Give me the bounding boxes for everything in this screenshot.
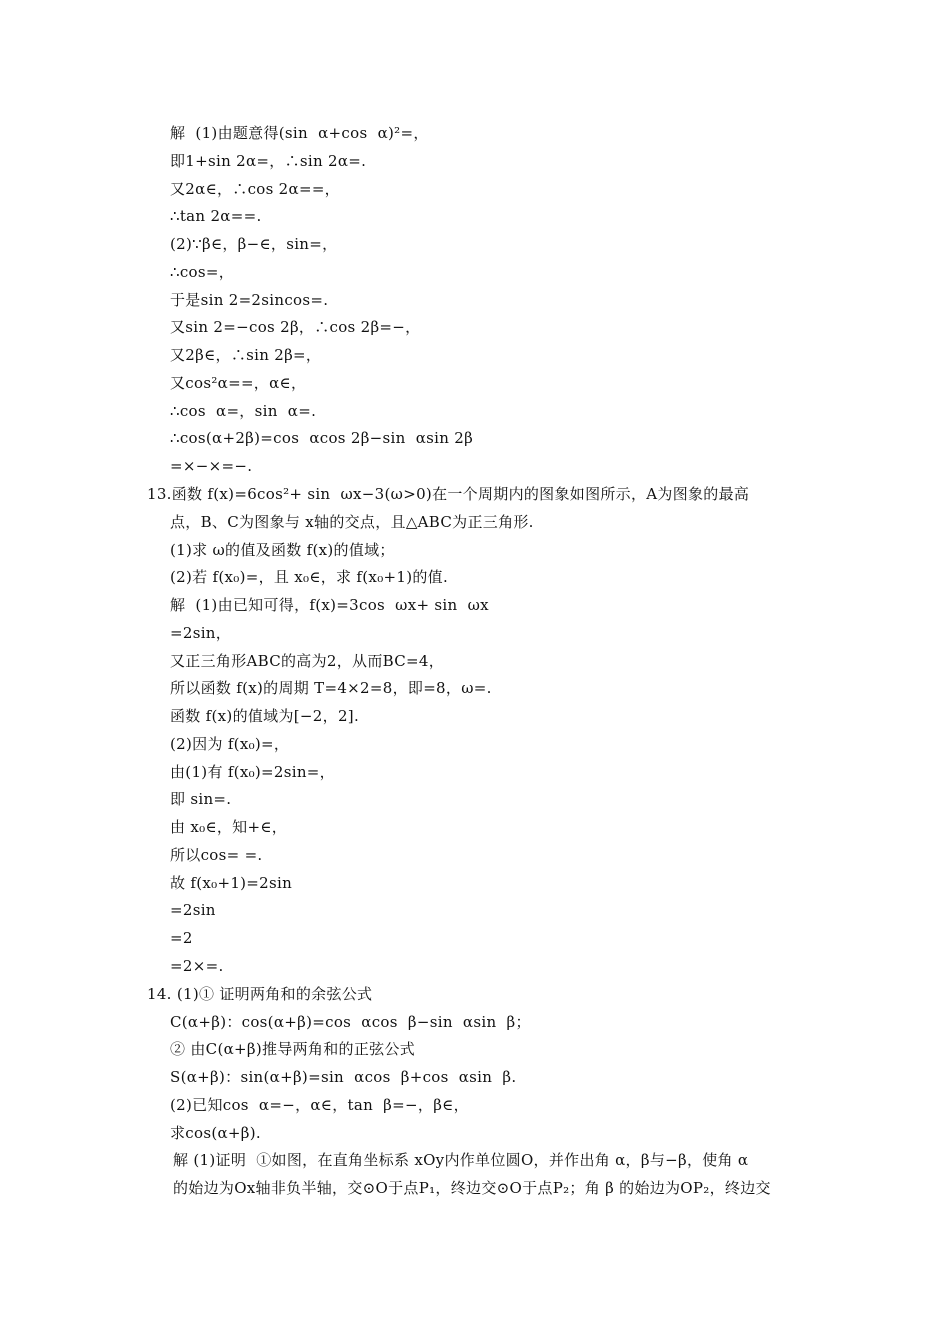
- text-line: 解 (1)由已知可得，f(x)=3cos ωx+ sin ωx: [170, 596, 489, 614]
- text-line: (2)因为 f(x₀)=，: [170, 735, 290, 753]
- text-line: =2: [170, 929, 193, 947]
- text-line: 于是sin 2=2sincos=.: [170, 291, 329, 309]
- text-line: 求cos(α+β).: [170, 1124, 261, 1142]
- text-line: 又sin 2=−cos 2β，∴cos 2β=−，: [170, 318, 421, 336]
- text-line: 点，B、C为图象与 x轴的交点，且△ABC为正三角形.: [170, 513, 534, 531]
- text-line: 又正三角形ABC的高为2，从而BC=4，: [170, 652, 445, 670]
- text-line: =2sin，: [170, 624, 232, 642]
- text-line: 所以函数 f(x)的周期 T=4×2=8，即=8，ω=.: [170, 679, 492, 697]
- text-line: (2)∵β∈，β−∈，sin=，: [170, 235, 338, 253]
- text-line: 即 sin=.: [170, 790, 232, 808]
- text-line: (1)求 ω的值及函数 f(x)的值域；: [170, 541, 395, 559]
- text-line: S(α+β)：sin(α+β)=sin αcos β+cos αsin β.: [170, 1068, 517, 1086]
- text-line: 由(1)有 f(x₀)=2sin=，: [170, 763, 335, 781]
- text-line: 又2α∈，∴cos 2α==，: [170, 180, 340, 198]
- text-line: 即1+sin 2α=，∴sin 2α=.: [170, 152, 367, 170]
- text-line: 所以cos= =.: [170, 846, 263, 864]
- text-line: =2sin: [170, 901, 216, 919]
- problem-13-statement: 13.函数 f(x)=6cos²+ sin ωx−3(ω>0)在一个周期内的图象如图所示，A为图象的最高: [147, 485, 750, 503]
- text-line: 解 (1)由题意得(sin α+cos α)²=，: [170, 124, 429, 142]
- text-line: =2×=.: [170, 957, 224, 975]
- text-line: 的始边为Ox轴非负半轴，交⊙O于点P₁，终边交⊙O于点P₂；角 β 的始边为OP₂，终边交: [173, 1179, 771, 1197]
- text-line: ② 由C(α+β)推导两角和的正弦公式: [170, 1040, 416, 1058]
- text-line: 解 (1)证明 ①如图，在直角坐标系 xOy内作单位圆O，并作出角 α，β与−β，使角 α: [173, 1151, 749, 1169]
- text-line: ∴cos(α+2β)=cos αcos 2β−sin αsin 2β: [170, 429, 474, 447]
- text-line: 又2β∈，∴sin 2β=，: [170, 346, 322, 364]
- text-line: C(α+β)：cos(α+β)=cos αcos β−sin αsin β；: [170, 1013, 531, 1031]
- text-line: 函数 f(x)的值域为[−2，2].: [170, 707, 360, 725]
- text-line: ∴tan 2α==.: [170, 207, 262, 225]
- text-line: =×−×=−.: [170, 457, 253, 475]
- text-line: 故 f(x₀+1)=2sin: [170, 874, 293, 892]
- text-line: 又cos²α==，α∈，: [170, 374, 307, 392]
- text-line: 由 x₀∈，知+∈，: [170, 818, 288, 836]
- text-line: (2)已知cos α=−，α∈，tan β=−，β∈，: [170, 1096, 469, 1114]
- text-line: ∴cos=，: [170, 263, 235, 281]
- problem-14-statement: 14. (1)① 证明两角和的余弦公式: [147, 985, 373, 1003]
- text-line: (2)若 f(x₀)=，且 x₀∈，求 f(x₀+1)的值.: [170, 568, 449, 586]
- text-line: ∴cos α=，sin α=.: [170, 402, 317, 420]
